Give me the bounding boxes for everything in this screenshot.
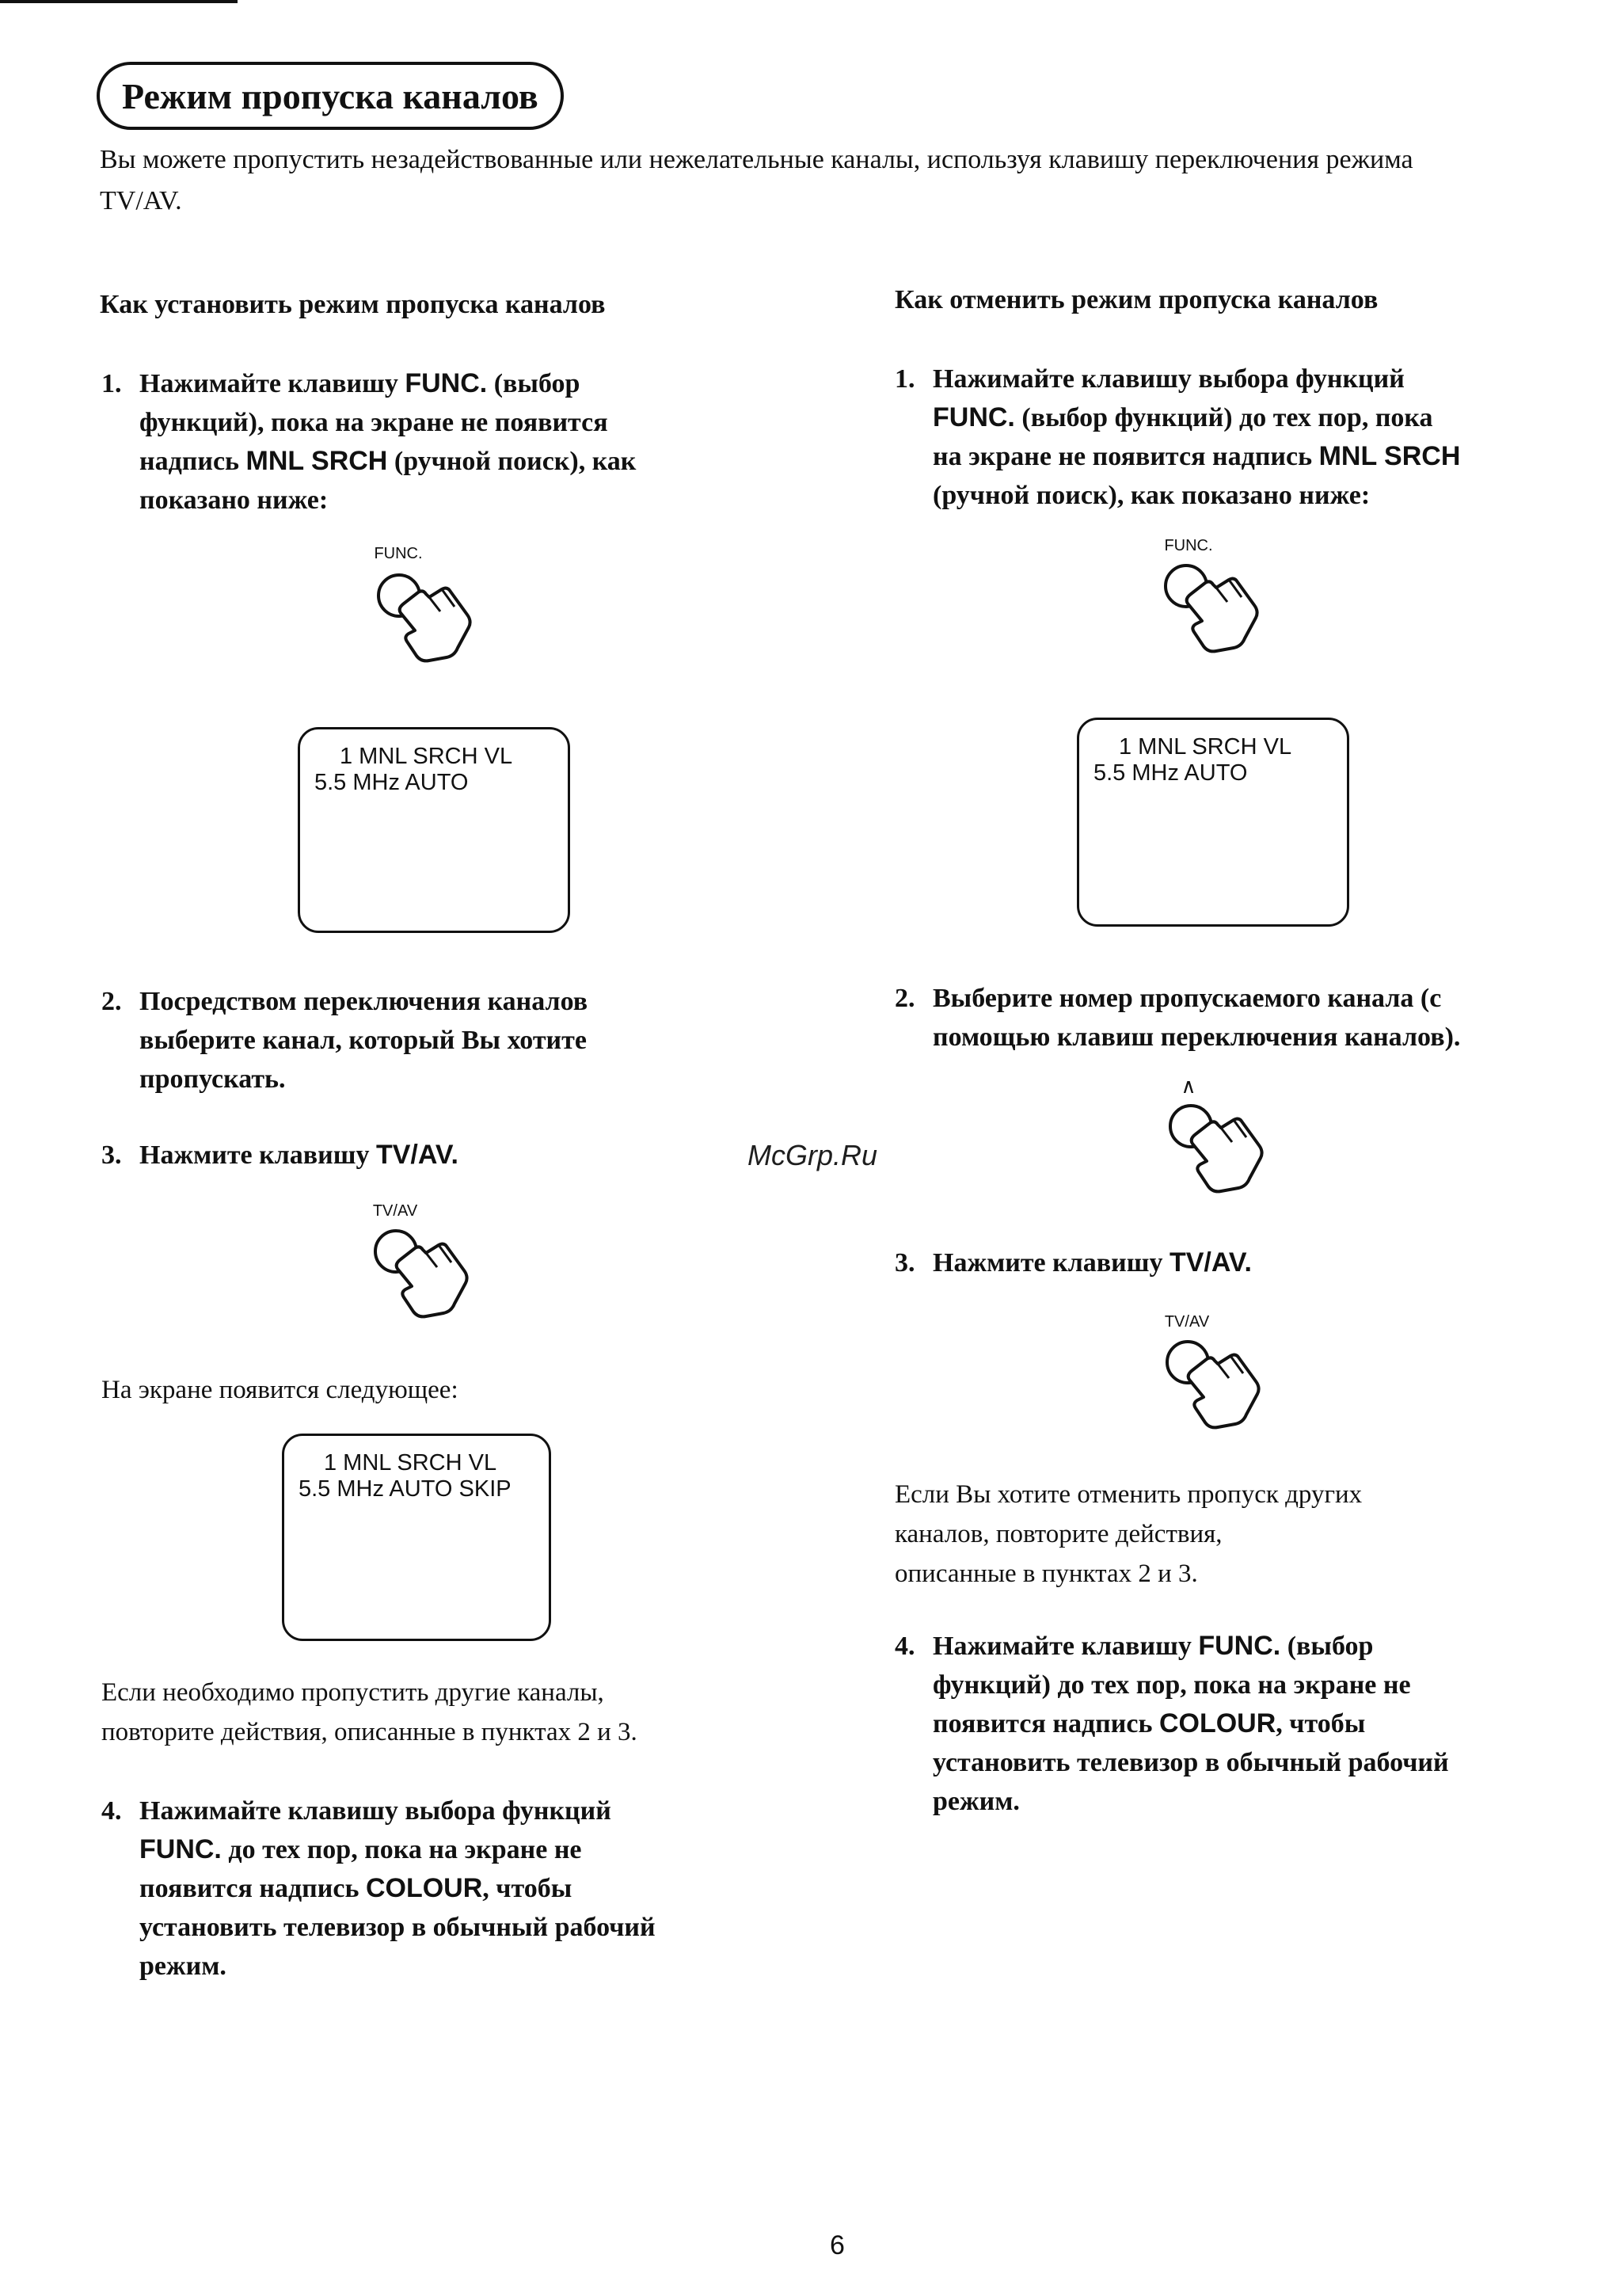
tvav-button-label: TV/AV bbox=[1164, 1313, 1210, 1331]
watermark: McGrp.Ru bbox=[747, 1139, 878, 1171]
tvav-key-label: TV/AV. bbox=[1169, 1247, 1252, 1278]
func-button-press bbox=[372, 569, 507, 687]
right-screen-1 bbox=[1077, 718, 1349, 927]
screen-line: 5.5 MHz AUTO SKIP bbox=[299, 1476, 512, 1502]
tvav-key-label: TV/AV. bbox=[375, 1140, 458, 1170]
colour-label: COLOUR bbox=[365, 1873, 483, 1903]
left-step-1: 1. Нажимайте клавишу FUNC. (выбор функций), пока на экране не появится надпись MNL SRCH (ручной поиск), как показано ниже: bbox=[101, 364, 814, 523]
left-step-3: 3. Нажмите клавишу TV/AV. bbox=[101, 1140, 458, 1170]
channel-up-button-press bbox=[1164, 1099, 1299, 1218]
mnl-srch-label: MNL SRCH bbox=[1318, 441, 1461, 471]
step-number: 1. bbox=[101, 369, 122, 398]
colour-label: COLOUR bbox=[1158, 1708, 1276, 1738]
finger-press-icon bbox=[369, 1224, 504, 1343]
tvav-button-label: TV/AV bbox=[372, 1202, 418, 1220]
right-heading: Как отменить режим пропуска каналов bbox=[895, 285, 1379, 314]
func-key-label: FUNC. bbox=[933, 402, 1015, 432]
mnl-srch-label: MNL SRCH bbox=[245, 446, 388, 476]
intro-text: Вы можете пропустить незадействованные или нежелательные каналы, используя клавишу переключения режима TV/AV. bbox=[100, 145, 1413, 215]
screen-line: 5.5 MHz AUTO bbox=[1093, 760, 1248, 786]
top-rule bbox=[0, 0, 238, 3]
screen-line: 5.5 MHz AUTO bbox=[314, 770, 469, 795]
right-step-3: 3. Нажмите клавишу TV/AV. bbox=[895, 1247, 1252, 1278]
left-heading: Как установить режим пропуска каналов bbox=[100, 290, 606, 319]
right-repeat-note: Если Вы хотите отменить пропуск других каналов, повторите действия, описанные в пунктах 2 и 3. bbox=[895, 1480, 1363, 1588]
func-button-press bbox=[1159, 559, 1294, 678]
func-button-label: FUNC. bbox=[1164, 537, 1213, 554]
page-title: Режим пропуска каналов bbox=[97, 62, 564, 130]
tvav-button-press bbox=[369, 1224, 504, 1343]
func-button-label: FUNC. bbox=[374, 545, 423, 562]
channel-up-label: ∧ bbox=[1181, 1074, 1196, 1098]
finger-press-icon bbox=[1159, 559, 1294, 678]
tvav-button-press bbox=[1161, 1335, 1295, 1454]
finger-press-icon bbox=[1161, 1335, 1295, 1454]
right-step-2: 2. Выберите номер пропускаемого канала (с помощью клавиш переключения каналов). bbox=[895, 984, 1461, 1052]
finger-press-icon bbox=[1164, 1099, 1299, 1218]
left-repeat-note: Если необходимо пропустить другие каналы, повторите действия, описанные в пунктах 2 и 3. bbox=[101, 1678, 637, 1746]
screen-line: 1 MNL SRCH VL bbox=[1119, 734, 1292, 760]
left-screen-intro: На экране появится следующее: bbox=[101, 1376, 458, 1404]
finger-press-icon bbox=[372, 569, 507, 687]
left-screen-2 bbox=[282, 1434, 551, 1641]
screen-line: 1 MNL SRCH VL bbox=[340, 744, 513, 769]
func-key-label: FUNC. bbox=[139, 1834, 222, 1864]
right-step-4: 4. Нажимайте клавишу FUNC. (выбор функций) до тех пор, пока на экране не появится надпись COLOUR, чтобы установить телевизор в обычный рабочий режим. bbox=[895, 1631, 1449, 1816]
func-key-label: FUNC. bbox=[1198, 1631, 1281, 1661]
left-step-4: 4. Нажимайте клавишу выбора функций FUNC. до тех пор, пока на экране не появится надпись COLOUR, чтобы установить телевизор в обычный рабочий режим. bbox=[101, 1796, 656, 1981]
left-screen-1 bbox=[298, 727, 570, 933]
left-step-2: 2. Посредством переключения каналов выберите канал, который Вы хотите пропускать. bbox=[101, 987, 588, 1094]
screen-line: 1 MNL SRCH VL bbox=[324, 1450, 497, 1476]
page-number: 6 bbox=[830, 2230, 845, 2260]
func-key-label: FUNC. bbox=[405, 368, 488, 398]
right-step-1: 1. Нажимайте клавишу выбора функций FUNC. (выбор функций) до тех пор, пока на экране не появится надпись MNL SRCH (ручной поиск), как показано ниже: bbox=[895, 364, 1461, 510]
